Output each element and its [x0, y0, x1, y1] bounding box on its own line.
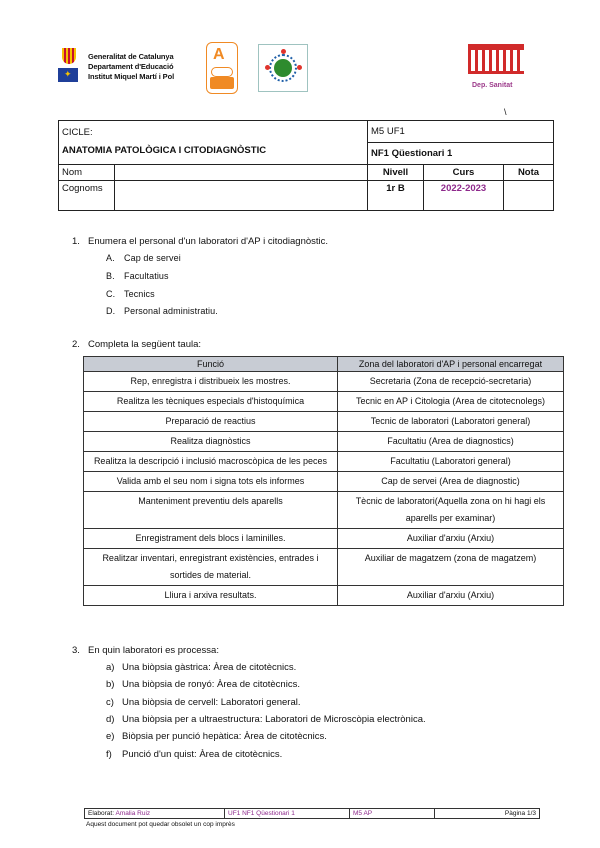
table-row: Realitzar inventari, enregistrant existències, entrades i sortides de material. Auxiliar de magatzem (zona de magatzem) [84, 549, 564, 586]
table-row: Preparació de reactius Tecnic de laboratori (Laboratori general) [84, 412, 564, 432]
column-header-funcio: Funció [84, 357, 338, 372]
footer-page: Pàgina 1/3 [504, 810, 536, 817]
list-item: c) Una biòpsia de cervell: Laboratori general. [106, 697, 301, 708]
eco-school-logo [258, 44, 308, 92]
table-row: Valida amb el seu nom i signa tots els informes Cap de servei (Area de diagnostic) [84, 472, 564, 492]
sanitat-department-logo [466, 44, 530, 94]
list-item: d) Una biòpsia per a ultraestructura: Laboratori de Microscòpia electrònica. [106, 714, 426, 725]
student-info-table [58, 120, 554, 211]
catalan-flag-icon [62, 48, 76, 64]
curs-label: Curs [424, 165, 504, 181]
nivell-label: Nivell [368, 165, 424, 181]
table-row: Realitza diagnòstics Facultatiu (Area de diagnostics) [84, 432, 564, 452]
curs-value: 2022-2023 [424, 181, 504, 211]
footer-doc: UF1 NF1 Qüestionari 1 [225, 809, 350, 818]
nivell-value: 1r B [368, 181, 424, 211]
nota-label: Nota [504, 165, 554, 181]
table-row: Realitza les tècniques especials d'histoquímica Tecnic en AP i Citologia (Area de citotecnolegs) [84, 392, 564, 412]
footer-module: M5 AP [350, 809, 435, 818]
cognoms-label: Cognoms [59, 181, 115, 211]
institution-name: Generalitat de Catalunya Departament d'Educació Institut Miquel Martí i Pol [88, 52, 175, 81]
corner-mark: \ [504, 107, 507, 117]
page-footer [84, 808, 540, 819]
list-item: e) Biòpsia per punció hepàtica: Àrea de citotècnics. [106, 731, 327, 742]
question-3: 3. En quin laboratori es processa: [72, 645, 219, 656]
nom-field[interactable] [115, 165, 368, 181]
agenda21-logo: A [206, 42, 238, 94]
table-row: Rep, enregistra i distribueix les mostres. Secretaria (Zona de recepció-secretaria) [84, 372, 564, 392]
module-cell: M5 UF1 [368, 121, 554, 143]
table-row: Manteniment preventiu dels aparells Tècnic de laboratori(Aquella zona on hi hagi els aparells per examinar) [84, 492, 564, 529]
table-row: Enregistrament dels blocs i laminilles. Auxiliar d'arxiu (Arxiu) [84, 529, 564, 549]
page-header [58, 40, 558, 100]
column-header-zona: Zona del laboratori d'AP i personal encarregat [338, 357, 564, 372]
question-2: 2. Completa la següent taula: [72, 339, 202, 350]
footer-note: Aquest document pot quedar obsolet un cop imprès [86, 821, 235, 828]
cicle-cell [59, 121, 368, 165]
sanitat-art-icon [468, 44, 524, 74]
list-item: D. Personal administratiu. [106, 306, 218, 316]
nom-label: Nom [59, 165, 115, 181]
list-item: B. Facultatius [106, 271, 169, 281]
table-row: Lliura i arxiva resultats. Auxiliar d'arxiu (Arxiu) [84, 586, 564, 606]
cognoms-field[interactable] [115, 181, 368, 211]
questionnaire-title: NF1 Qüestionari 1 [368, 143, 554, 165]
footer-author: Elaborat: Amalia Ruiz [85, 809, 225, 818]
list-item: a) Una biòpsia gàstrica: Àrea de citotècnics. [106, 662, 297, 673]
department-label: Dep. Sanitat [472, 82, 513, 89]
list-item: f) Punció d'un quist: Àrea de citotècnics. [106, 749, 283, 760]
eu-flag-icon [58, 68, 78, 82]
list-item: b) Una biòpsia de ronyó: Àrea de citotècnics. [106, 679, 300, 690]
cicle-label: CICLE: [62, 127, 93, 138]
table-row: Realitza la descripció i inclusió macroscòpica de les peces Facultatiu (Laboratori general) [84, 452, 564, 472]
nota-field[interactable] [504, 181, 554, 211]
functions-table [83, 356, 564, 606]
list-item: C. Tecnics [106, 289, 155, 299]
question-1: 1. Enumera el personal d'un laboratori d'AP i citodiagnòstic. [72, 236, 329, 247]
list-item: A. Cap de servei [106, 253, 181, 263]
generalitat-logo [58, 48, 80, 90]
cicle-name: ANATOMIA PATOLÒGICA I CITODIAGNÒSTIC [62, 145, 267, 156]
